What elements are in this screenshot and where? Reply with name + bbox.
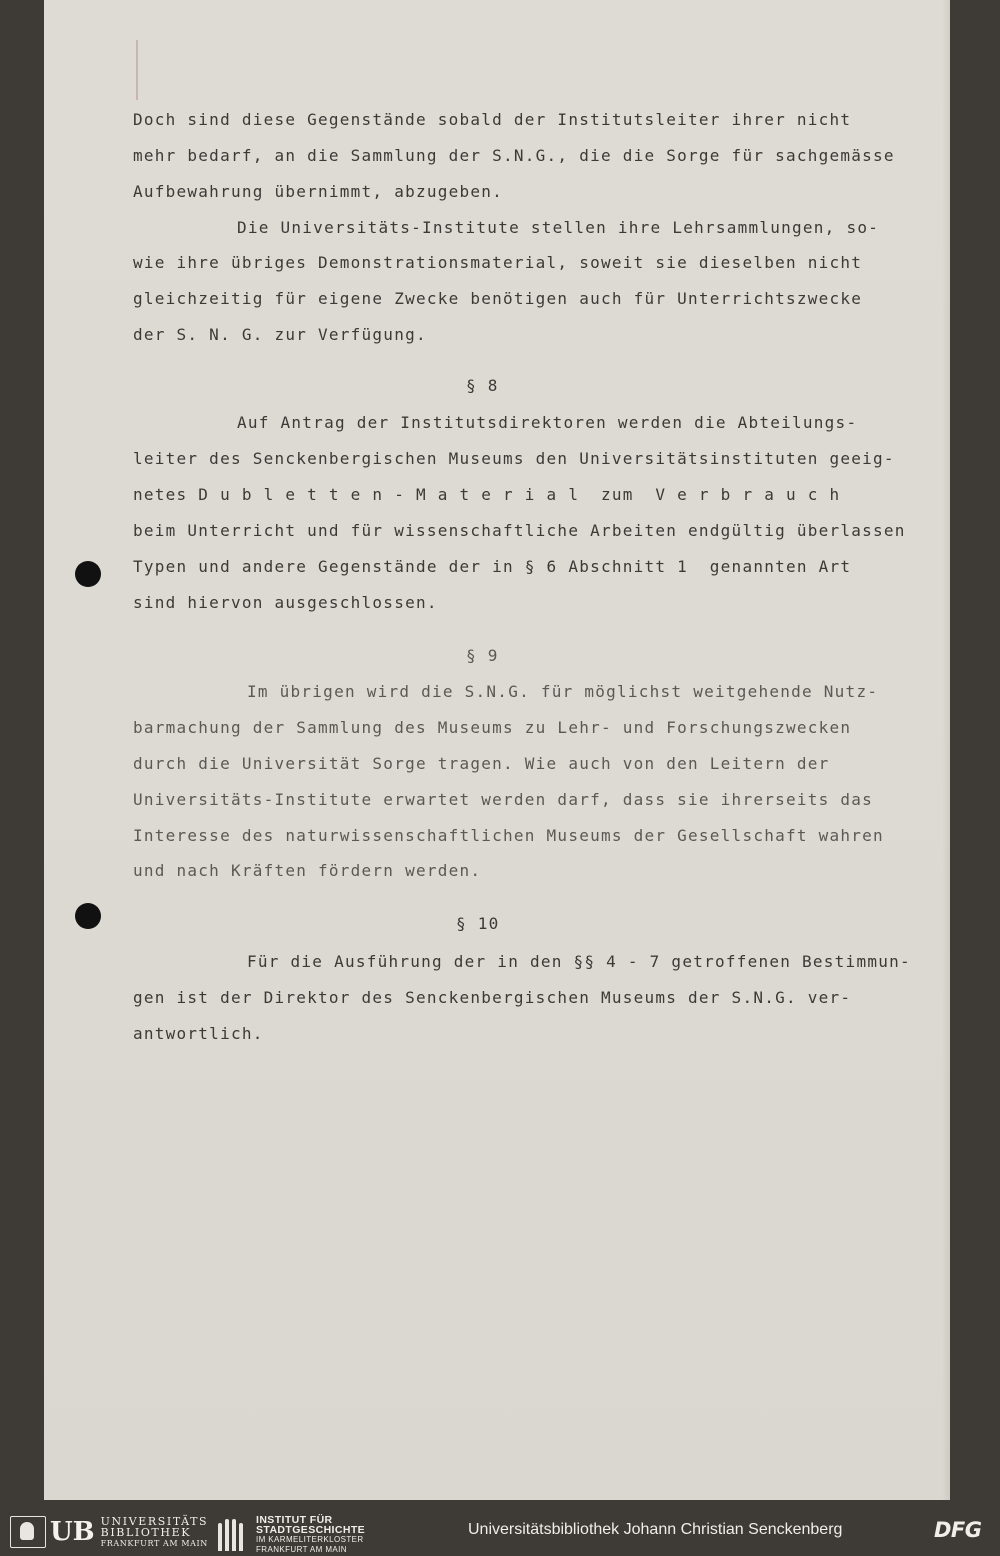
text-line: netes D u b l e t t e n - M a t e r i a l zum V e r b r a u c h bbox=[133, 485, 841, 504]
punch-hole bbox=[75, 561, 101, 587]
text-line: wie ihre übriges Demonstrationsmaterial, soweit sie dieselben nicht bbox=[133, 253, 863, 272]
ub-letters: UB bbox=[50, 1517, 95, 1547]
section-heading: § 9 bbox=[466, 646, 499, 665]
text-line: Typen und andere Gegenstände der in § 6 Abschnitt 1 genannten Art bbox=[133, 557, 852, 576]
text-line: Die Universitäts-Institute stellen ihre Lehrsammlungen, so- bbox=[237, 218, 880, 237]
portrait-icon bbox=[10, 1516, 46, 1548]
text-line: leiter des Senckenbergischen Museums den Universitätsinstituten geeig- bbox=[133, 449, 895, 468]
ub-line: FRANKFURT AM MAIN bbox=[100, 1538, 208, 1548]
footer-bar bbox=[0, 1506, 1000, 1556]
punch-hole bbox=[75, 903, 101, 929]
text-line: und nach Kräften fördern werden. bbox=[133, 861, 482, 880]
text-line: mehr bedarf, an die Sammlung der S.N.G., die die Sorge für sachgemässe bbox=[133, 146, 895, 165]
text-line: Aufbewahrung übernimmt, abzugeben. bbox=[133, 182, 504, 201]
text-line: antwortlich. bbox=[133, 1024, 264, 1043]
text-line: durch die Universität Sorge tragen. Wie auch von den Leitern der bbox=[133, 754, 830, 773]
text-line: gleichzeitig für eigene Zwecke benötigen auch für Unterrichtszwecke bbox=[133, 289, 863, 308]
text-line: gen ist der Direktor des Senckenbergischen Museums der S.N.G. ver- bbox=[133, 988, 852, 1007]
isg-line: IM KARMELITERKLOSTER bbox=[256, 1535, 364, 1544]
text-line: Für die Ausführung der in den §§ 4 - 7 getroffenen Bestimmun- bbox=[247, 952, 911, 971]
text-line: der S. N. G. zur Verfügung. bbox=[133, 325, 427, 344]
library-title[interactable]: Universitätsbibliothek Johann Christian Senckenberg bbox=[468, 1521, 843, 1538]
arches-icon bbox=[216, 1519, 248, 1551]
ub-line: BIBLIOTHEK bbox=[100, 1525, 192, 1539]
text-line: Doch sind diese Gegenstände sobald der Institutsleiter ihrer nicht bbox=[133, 110, 852, 129]
text-line: Interesse des naturwissenschaftlichen Museums der Gesellschaft wahren bbox=[133, 826, 884, 845]
ub-wordmark bbox=[101, 1516, 209, 1549]
isg-line: INSTITUT FÜR bbox=[256, 1514, 333, 1526]
isg-line: STADTGESCHICHTE bbox=[256, 1524, 366, 1536]
institute-city-history-logo[interactable] bbox=[216, 1515, 365, 1555]
margin-mark bbox=[136, 40, 138, 100]
university-library-logo[interactable] bbox=[10, 1515, 208, 1549]
text-line: barmachung der Sammlung des Museums zu Lehr- und Forschungszwecken bbox=[133, 718, 852, 737]
section-heading: § 8 bbox=[466, 376, 499, 395]
section-heading: § 10 bbox=[456, 914, 500, 933]
text-line: Auf Antrag der Institutsdirektoren werden die Abteilungs- bbox=[237, 413, 858, 432]
text-line: beim Unterricht und für wissenschaftliche Arbeiten endgültig überlassen bbox=[133, 521, 906, 540]
dfg-logo[interactable]: DFG bbox=[934, 1518, 982, 1542]
text-line: Im übrigen wird die S.N.G. für möglichst weitgehende Nutz- bbox=[247, 682, 879, 701]
isg-wordmark bbox=[256, 1515, 365, 1555]
text-line: Universitäts-Institute erwartet werden darf, dass sie ihrerseits das bbox=[133, 790, 874, 809]
ub-line: UNIVERSITÄTS bbox=[100, 1514, 209, 1528]
isg-line: FRANKFURT AM MAIN bbox=[256, 1545, 347, 1554]
text-line: sind hiervon ausgeschlossen. bbox=[133, 593, 438, 612]
